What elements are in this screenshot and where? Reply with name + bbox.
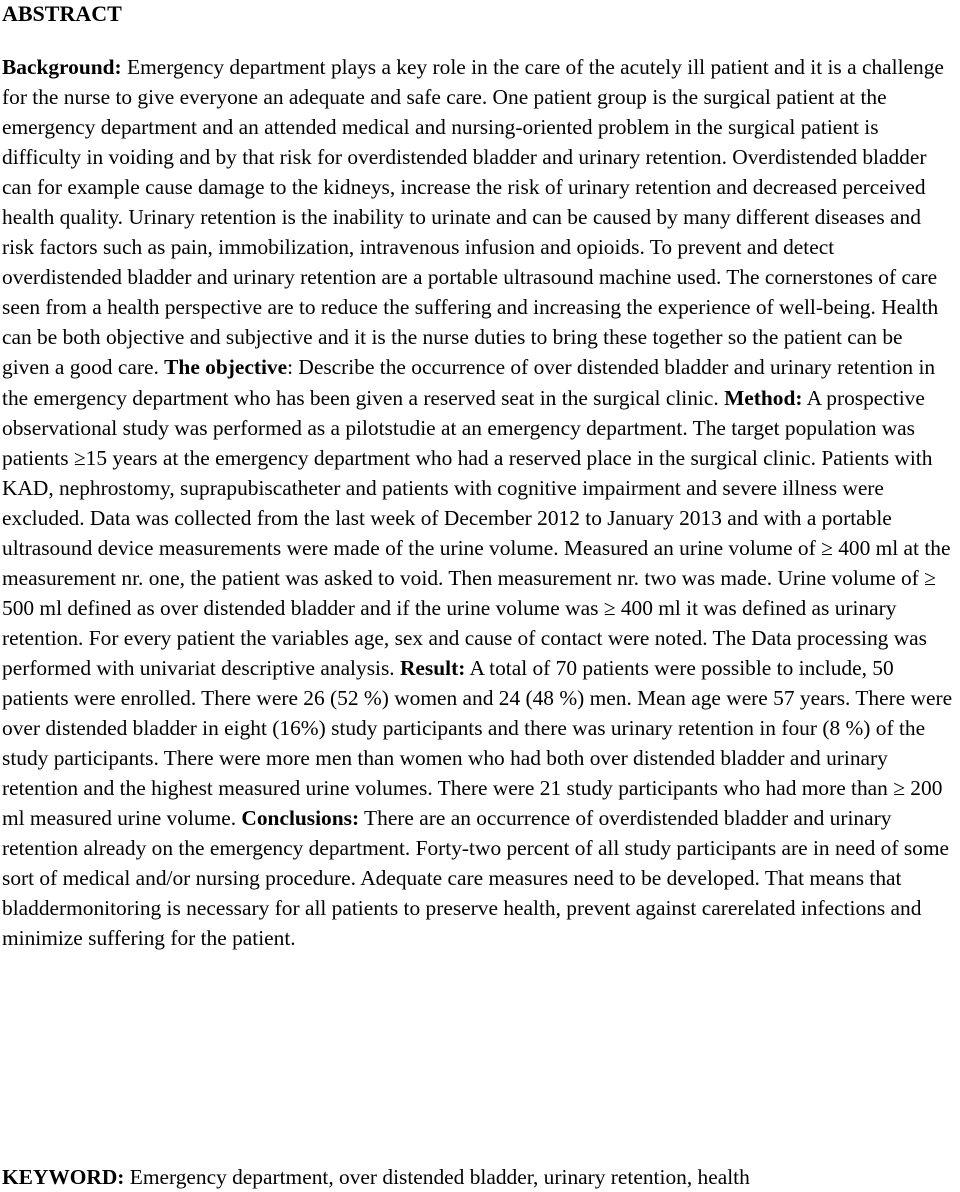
objective-label: The objective: [164, 355, 288, 380]
result-label: Result:: [399, 655, 466, 680]
objective-text: : Describe the occurrence of over distended bladder and urinary retention in the emergency department who has been given a reserved seat in the surgical clinic.: [2, 355, 936, 410]
keywords-line: [2, 1162, 954, 1192]
method-label: Method:: [724, 385, 803, 410]
abstract-body: [2, 52, 954, 953]
keywords-text: Emergency department, over distended bladder, urinary retention, health: [124, 1165, 750, 1189]
abstract-heading: ABSTRACT: [2, 1, 122, 26]
keywords-label: KEYWORD:: [2, 1165, 125, 1189]
conclusions-label: Conclusions:: [241, 806, 360, 831]
result-text: A total of 70 patients were possible to include, 50 patients were enrolled. There were 26 (52 %) women and 24 (48 %) men. Mean age were 57 years. There were over distended bladder in eight (16%) study participants and there was urinary retention in four (8 %) of the study participants. There were more men than women who had both over distended bladder and urinary retention and the highest measured urine volumes. There were 21 study participants who had more than ≥ 200 ml measured urine volume.: [2, 655, 953, 831]
method-text: A prospective observational study was performed as a pilotstudie at an emergency department. The target population was patients ≥15 years at the emergency department who had a reserved place in the surgical clinic. Patients with KAD, nephrostomy, suprapubiscatheter and patients with cognitive impairment and severe illness were excluded. Data was collected from the last week of December 2012 to January 2013 and with a portable ultrasound device measurements were made of the urine volume. Measured an urine volume of ≥ 400 ml at the measurement nr. one, the patient was asked to void. Then measurement nr. two was made. Urine volume of ≥ 500 ml defined as over distended bladder and if the urine volume was ≥ 400 ml it was defined as urinary retention. For every patient the variables age, sex and cause of contact were noted. The Data processing was performed with univariat descriptive analysis.: [2, 385, 951, 680]
background-label: Background:: [2, 55, 122, 79]
background-text: Emergency department plays a key role in the care of the acutely ill patient and it is a challenge for the nurse to give everyone an adequate and safe care. One patient group is the surgical patient at the emergency department and an attended medical and nursing-oriented problem in the surgical patient is difficulty in voiding and by that risk for overdistended bladder and urinary retention. Overdistended bladder can for example cause damage to the kidneys, increase the risk of urinary retention and decreased perceived health quality. Urinary retention is the inability to urinate and can be caused by many different diseases and risk factors such as pain, immobilization, intravenous infusion and opioids. To prevent and detect overdistended bladder and urinary retention are a portable ultrasound machine used. The cornerstones of care seen from a health perspective are to reduce the suffering and increasing the experience of well-being. Health can be both objective and subjective and it is the nurse duties to bring these together so the patient can be given a good care.: [2, 55, 944, 380]
conclusions-text: There are an occurrence of overdistended bladder and urinary retention already on the emergency department. Forty-two percent of all study participants are in need of some sort of medical and/or nursing procedure. Adequate care measures need to be developed. That means that bladdermonitoring is necessary for all patients to preserve health, prevent against carerelated infections and minimize suffering for the patient.: [2, 806, 949, 951]
